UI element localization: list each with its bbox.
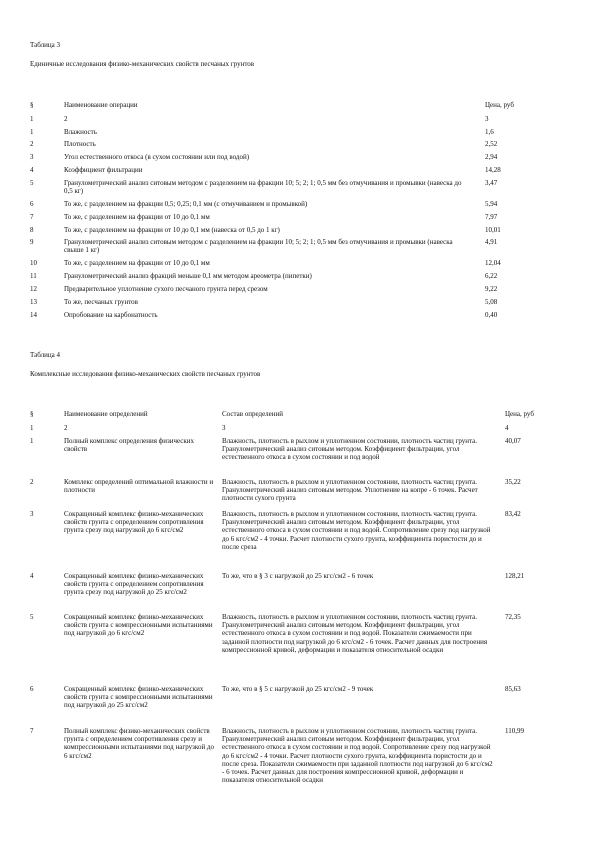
row-description: Влажность, плотность в рыхлом и уплотненном состоянии, плотность частиц грунта. Гранулометрический анализ ситовым методом. Уплотнение на копре - 6 точек. Расчет плотности сухого грунта bbox=[222, 478, 478, 503]
row-price: 128,21 bbox=[505, 572, 525, 580]
row-price: 2,94 bbox=[485, 153, 498, 161]
row-price: 14,28 bbox=[485, 166, 501, 174]
row-price: 72,35 bbox=[505, 613, 521, 621]
row-description: То же, что в § 5 с нагрузкой до 25 кгс/см2 - 9 точек bbox=[222, 685, 374, 693]
row-name: То же, с разделением на фракции 0,5; 0,25; 0,1 мм (с отмучиванием и промывкой) bbox=[64, 200, 308, 208]
row-number: 2 bbox=[30, 478, 34, 486]
row-name: Коэффициент фильтрации bbox=[64, 166, 143, 174]
row-name: Сокращенный комплекс физико-механических свойств грунта с определением сопротивления грунта срезу под нагрузкой до 6 кгс/см2 bbox=[64, 510, 204, 535]
table4-title: Комплексные исследования физико-механических свойств песчаных грунтов bbox=[30, 370, 261, 378]
row-number: 7 bbox=[30, 213, 34, 221]
row-name: Сокращенный комплекс физико-механических свойств грунта с компрессионными испытаниями под нагрузкой до 25 кгс/см2 bbox=[64, 685, 213, 710]
row-name: То же, с разделением на фракции от 10 до 0,1 мм (навеска от 0,5 до 1 кг) bbox=[64, 226, 280, 234]
row-name: Сокращенный комплекс физико-механических свойств грунта с определением сопротивления грунта срезу под нагрузкой до 25 кгс/см2 bbox=[64, 572, 204, 597]
table3-colnum-1: 1 bbox=[30, 115, 34, 123]
row-number: 6 bbox=[30, 685, 34, 693]
row-description: Влажность, плотность в рыхлом и уплотненном состоянии, плотность частиц грунта. Гранулометрический анализ ситовым методом. Коэффициент фильтрации, угол естественного откоса в сухом состоянии и под водой. Сопротивление срезу под нагрузкой до 6 кгс/см2 - 4 точки. Расчет плотности сухого грунта, коэффициента пористости до и после среза bbox=[222, 510, 491, 551]
row-name: Гранулометрический анализ фракций меньше 0,1 мм методом ареометра (пипетки) bbox=[64, 272, 312, 280]
row-price: 1,6 bbox=[485, 128, 494, 136]
row-price: 0,40 bbox=[485, 311, 498, 319]
row-price: 110,99 bbox=[505, 727, 524, 735]
table3-colnum-2: 2 bbox=[64, 115, 68, 123]
row-price: 85,63 bbox=[505, 685, 521, 693]
table4-header-num: § bbox=[30, 410, 34, 418]
row-price: 6,22 bbox=[485, 272, 498, 280]
row-number: 14 bbox=[30, 311, 37, 319]
row-price: 35,22 bbox=[505, 478, 521, 486]
row-name: Полный комплекс определения физических свойств bbox=[64, 437, 195, 454]
table4-colnum-3: 3 bbox=[222, 424, 226, 432]
table3-header-name: Наименование операции bbox=[64, 101, 138, 109]
row-price: 12,04 bbox=[485, 259, 501, 267]
row-name: Угол естественного откоса (в сухом состоянии или под водой) bbox=[64, 153, 250, 161]
row-name: Опробование на карбонатность bbox=[64, 311, 158, 319]
row-price: 7,97 bbox=[485, 213, 498, 221]
row-name: То же, с разделением на фракции от 10 до 0,1 мм bbox=[64, 213, 210, 221]
row-number: 9 bbox=[30, 238, 34, 246]
row-number: 3 bbox=[30, 153, 34, 161]
row-name: Гранулометрический анализ ситовым методом с разделением на фракции 10; 5; 2; 1; 0,5 мм без отмучивания и промывки (навеска свыше 1 кг) bbox=[64, 238, 453, 255]
row-number: 2 bbox=[30, 140, 34, 148]
row-name: Полный комплекс физико-механических свойств грунта с определением сопротивления срезу и компрессионными испытаниями под нагрузкой до 6 кгс/см2 bbox=[64, 727, 214, 760]
table4-colnum-1: 1 bbox=[30, 424, 34, 432]
row-description: Влажность, плотность в рыхлом и уплотненном состоянии, плотность частиц грунта. Гранулометрический анализ ситовым методом. Коэффициент фильтрации, угол естественного откоса в сухом состоянии и под водой bbox=[222, 437, 477, 462]
row-name: Гранулометрический анализ ситовым методом с разделением на фракции 10; 5; 2; 1; 0,5 мм без отмучивания и промывки (навеска до 0,5 кг) bbox=[64, 179, 462, 196]
row-number: 5 bbox=[30, 179, 34, 187]
table3-header-num: § bbox=[30, 101, 34, 109]
table3-label: Таблица 3 bbox=[30, 41, 60, 49]
row-description: То же, что в § 3 с нагрузкой до 25 кгс/см2 - 6 точек bbox=[222, 572, 374, 580]
table3-colnum-3: 3 bbox=[485, 115, 489, 123]
table4-label: Таблица 4 bbox=[30, 351, 60, 359]
row-number: 3 bbox=[30, 510, 34, 518]
row-price: 40,07 bbox=[505, 437, 521, 445]
row-description: Влажность, плотность в рыхлом и уплотненном состоянии, плотность частиц грунта. Гранулометрический анализ ситовым методом. Коэффициент фильтрации, угол естественного откоса в сухом состоянии и под водой. Сопротивление срезу под нагрузкой до 6 кгс/см2 - 4 точки. Расчет плотности сухого грунта, коэффициента пористости до и после среза. Показатели сжимаемости при заданной плотности под нагрузкой до 6 кгс/см2 - 6 точек. Расчет данных для построения компрессионной кривой, деформации и показателя относительной осадки bbox=[222, 727, 493, 785]
row-number: 4 bbox=[30, 166, 34, 174]
row-name: Плотность bbox=[64, 140, 96, 148]
table4-header-name: Наименование определений bbox=[64, 410, 148, 418]
row-price: 3,47 bbox=[485, 179, 498, 187]
row-price: 4,91 bbox=[485, 238, 498, 246]
row-name: Влажность bbox=[64, 128, 97, 136]
row-number: 6 bbox=[30, 200, 34, 208]
row-name: Комплекс определений оптимальной влажности и плотности bbox=[64, 478, 214, 495]
row-number: 4 bbox=[30, 572, 34, 580]
row-name: То же, песчаных грунтов bbox=[64, 298, 138, 306]
row-number: 12 bbox=[30, 285, 37, 293]
row-number: 8 bbox=[30, 226, 34, 234]
table4-header-price: Цена, руб bbox=[505, 410, 534, 418]
row-number: 7 bbox=[30, 727, 34, 735]
row-number: 1 bbox=[30, 128, 34, 136]
row-price: 5,08 bbox=[485, 298, 498, 306]
row-number: 11 bbox=[30, 272, 37, 280]
row-name: То же, с разделением на фракции от 10 до 0,1 мм bbox=[64, 259, 210, 267]
table3-header-price: Цена, руб bbox=[485, 101, 514, 109]
row-price: 83,42 bbox=[505, 510, 521, 518]
row-price: 9,22 bbox=[485, 285, 498, 293]
row-number: 1 bbox=[30, 437, 34, 445]
table3-title: Единичные исследования физико-механических свойств песчаных грунтов bbox=[30, 60, 255, 68]
row-number: 5 bbox=[30, 613, 34, 621]
table4-colnum-2: 2 bbox=[64, 424, 68, 432]
row-number: 10 bbox=[30, 259, 37, 267]
row-description: Влажность, плотность в рыхлом и уплотненном состоянии, плотность частиц грунта. Гранулометрический анализ ситовым методом. Коэффициент фильтрации, угол естественного откоса в сухом состоянии и под водой. Показатели сжимаемости при заданной плотности под нагрузкой до 6 кгс/см2 - 6 точек. Расчет данных для построения компрессионной кривой, деформации и показателя относительной осадки bbox=[222, 613, 488, 654]
row-price: 5,94 bbox=[485, 200, 498, 208]
row-name: Сокращенный комплекс физико-механических свойств грунта с компрессионными испытаниями под нагрузкой до 6 кгс/см2 bbox=[64, 613, 213, 638]
row-price: 10,01 bbox=[485, 226, 501, 234]
row-name: Предварительное уплотнение сухого песчаного грунта перед срезом bbox=[64, 285, 268, 293]
row-price: 2,52 bbox=[485, 140, 498, 148]
table4-colnum-4: 4 bbox=[505, 424, 509, 432]
row-number: 13 bbox=[30, 298, 37, 306]
table4-header-desc: Состав определений bbox=[222, 410, 284, 418]
